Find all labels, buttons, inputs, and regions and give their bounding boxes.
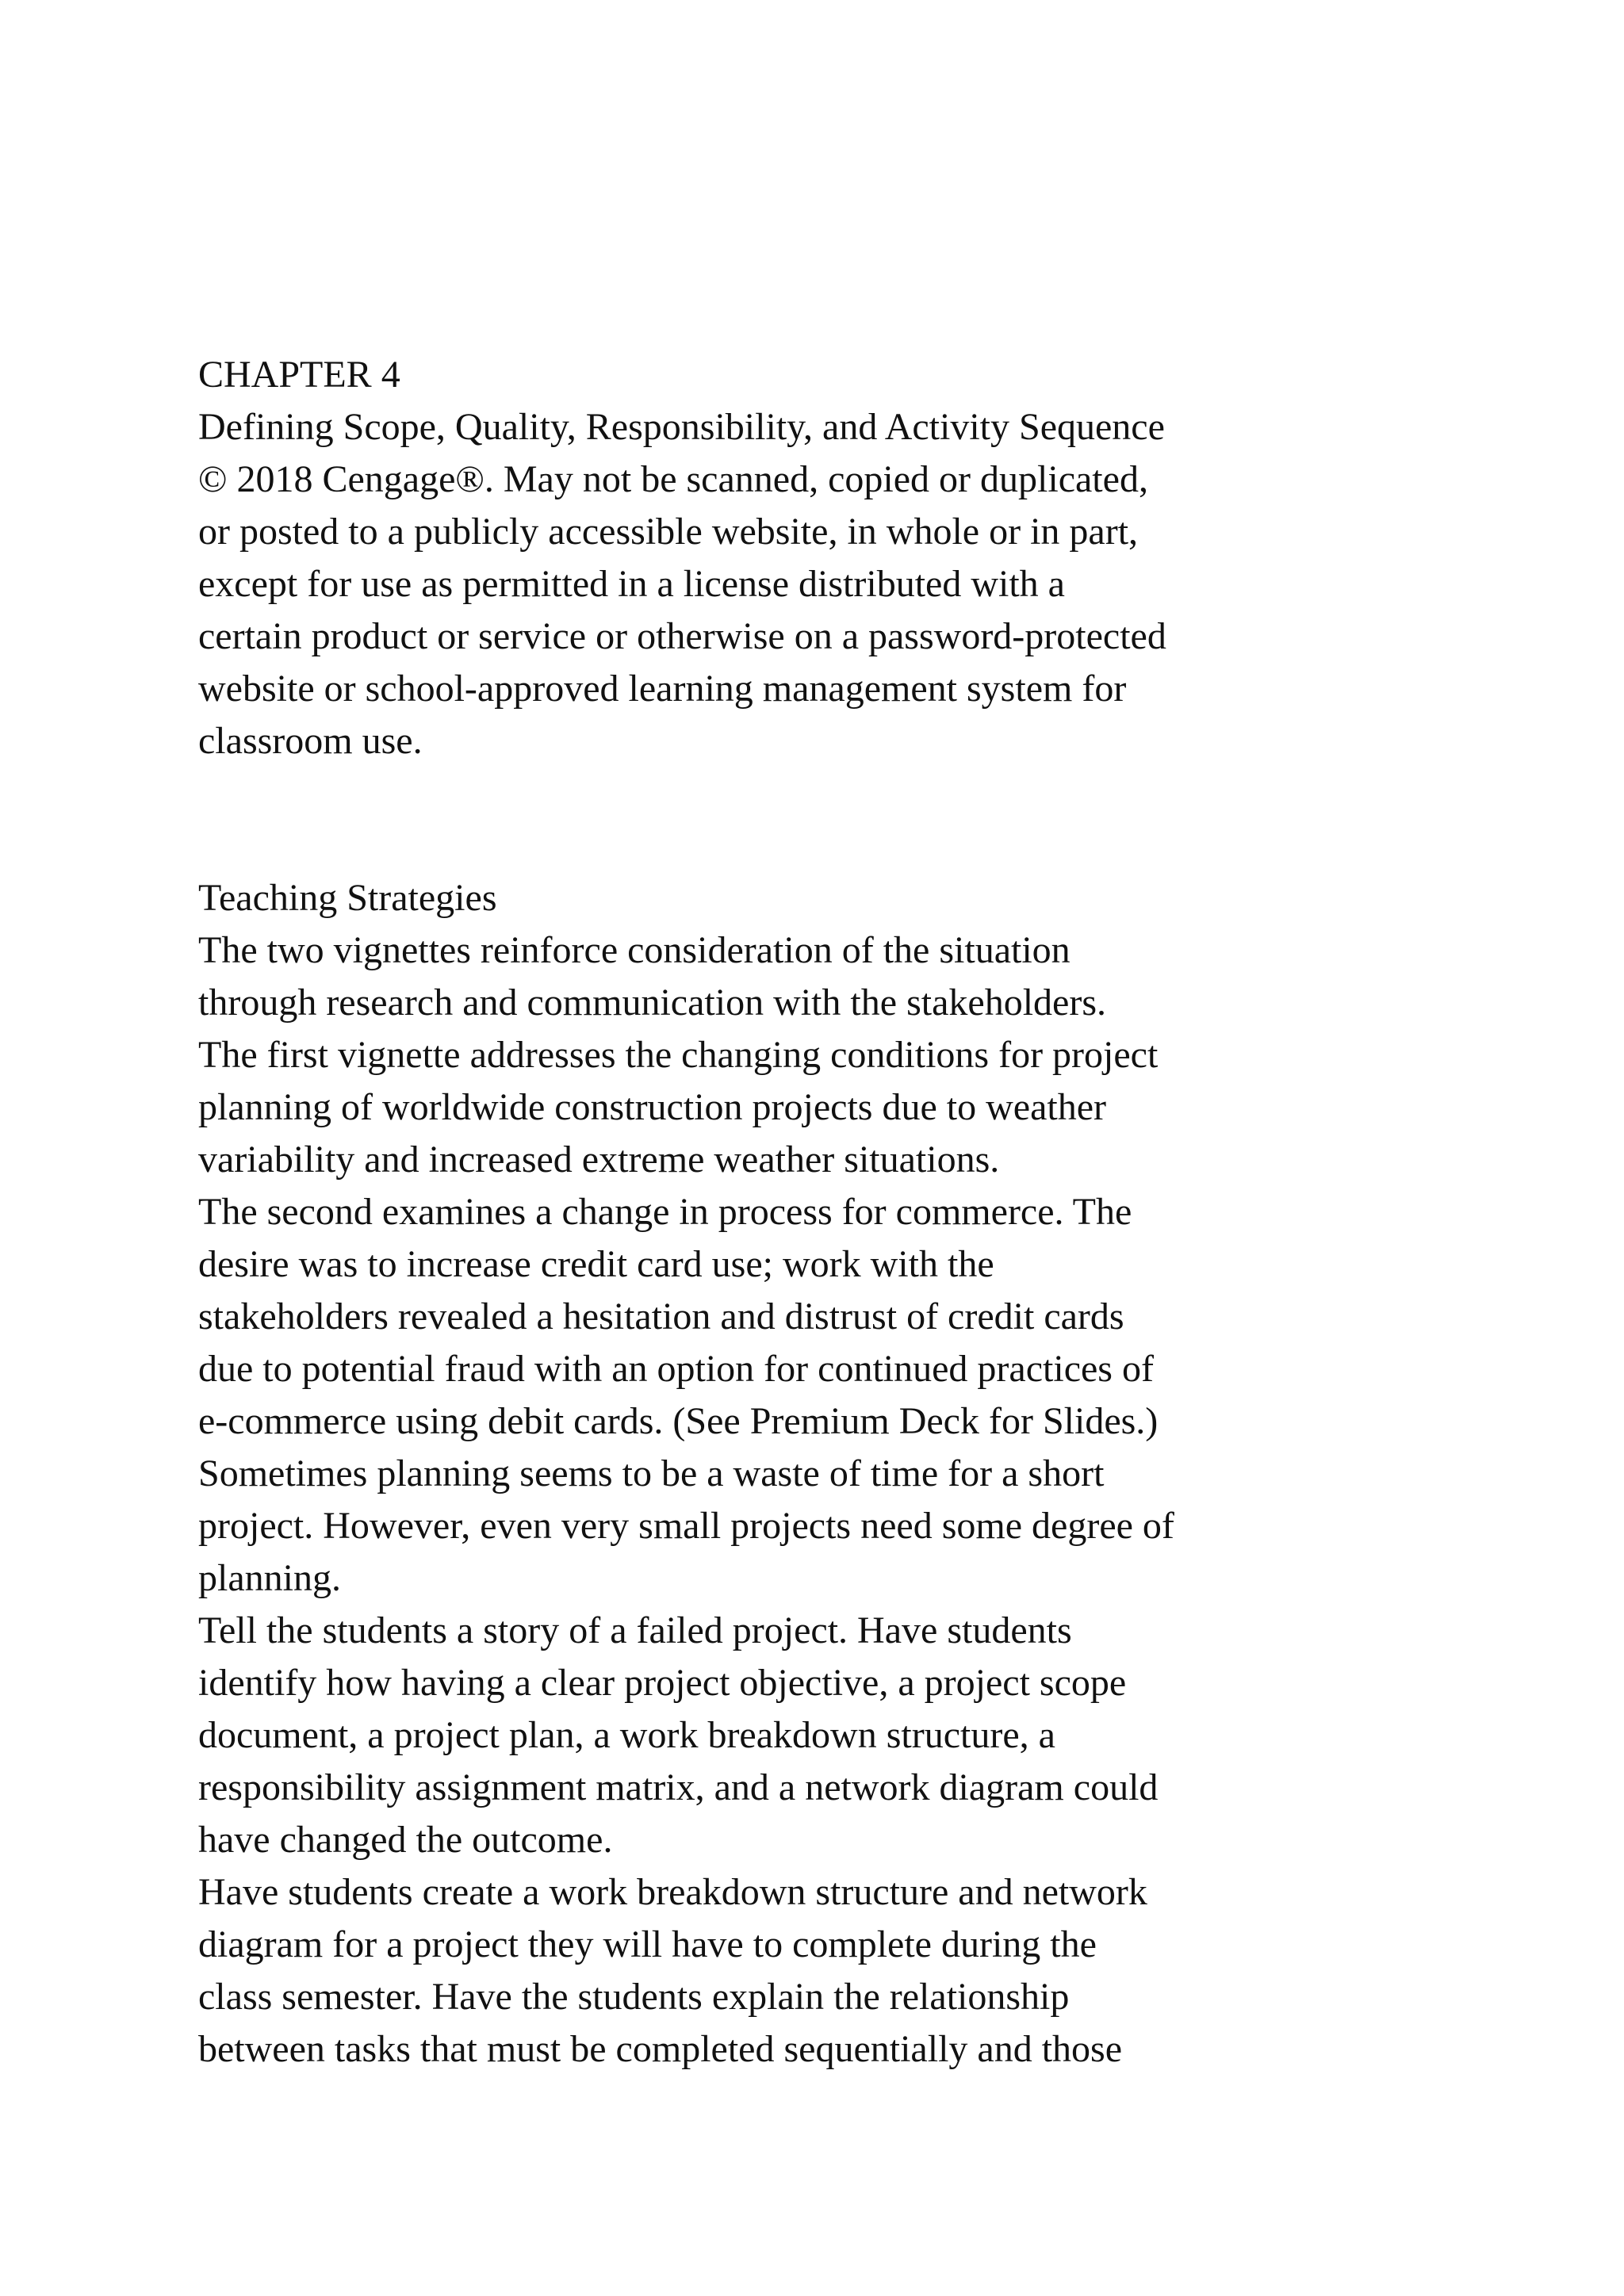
body-line: class semester. Have the students explain the relationship: [198, 1976, 1070, 2018]
body-line: Sometimes planning seems to be a waste of time for a short: [198, 1452, 1105, 1494]
body-line: identify how having a clear project objective, a project scope: [198, 1662, 1127, 1704]
body-line: The second examines a change in process for commerce. The: [198, 1191, 1132, 1233]
copyright-line: © 2018 Cengage®. May not be scanned, copied or duplicated,: [198, 458, 1148, 500]
copyright-line: website or school-approved learning management system for: [198, 668, 1127, 710]
body-line: diagram for a project they will have to complete during the: [198, 1923, 1097, 1965]
chapter-number: CHAPTER 4: [198, 354, 400, 396]
body-line: between tasks that must be completed sequentially and those: [198, 2028, 1123, 2070]
body-line: Tell the students a story of a failed project. Have students: [198, 1609, 1072, 1651]
copyright-line: except for use as permitted in a license distributed with a: [198, 563, 1065, 605]
body-line: desire was to increase credit card use; work with the: [198, 1243, 994, 1285]
copyright-line: or posted to a publicly accessible website, in whole or in part,: [198, 511, 1139, 553]
body-line: Have students create a work breakdown structure and network: [198, 1871, 1147, 1913]
body-line: responsibility assignment matrix, and a network diagram could: [198, 1766, 1159, 1808]
body-line: stakeholders revealed a hesitation and distrust of credit cards: [198, 1295, 1124, 1337]
body-line: document, a project plan, a work breakdown structure, a: [198, 1714, 1055, 1756]
teaching-strategies-block: [198, 872, 1530, 2076]
body-line: planning of worldwide construction projects due to weather: [198, 1086, 1107, 1128]
section-heading: Teaching Strategies: [198, 877, 497, 919]
copyright-line: classroom use.: [198, 720, 423, 762]
copyright-line: certain product or service or otherwise on a password-protected: [198, 615, 1166, 657]
body-line: variability and increased extreme weather situations.: [198, 1138, 1000, 1181]
body-line: through research and communication with the stakeholders.: [198, 982, 1106, 1024]
body-line: The first vignette addresses the changing conditions for project: [198, 1034, 1159, 1076]
body-line: project. However, even very small projects need some degree of: [198, 1505, 1174, 1547]
body-line: e-commerce using debit cards. (See Premium Deck for Slides.): [198, 1400, 1159, 1442]
body-line: due to potential fraud with an option for continued practices of: [198, 1348, 1154, 1390]
chapter-title: Defining Scope, Quality, Responsibility, and Activity Sequence: [198, 406, 1165, 448]
body-line: planning.: [198, 1557, 341, 1599]
body-line: The two vignettes reinforce consideration of the situation: [198, 929, 1071, 971]
body-line: have changed the outcome.: [198, 1819, 613, 1861]
chapter-header-block: [198, 349, 1530, 767]
